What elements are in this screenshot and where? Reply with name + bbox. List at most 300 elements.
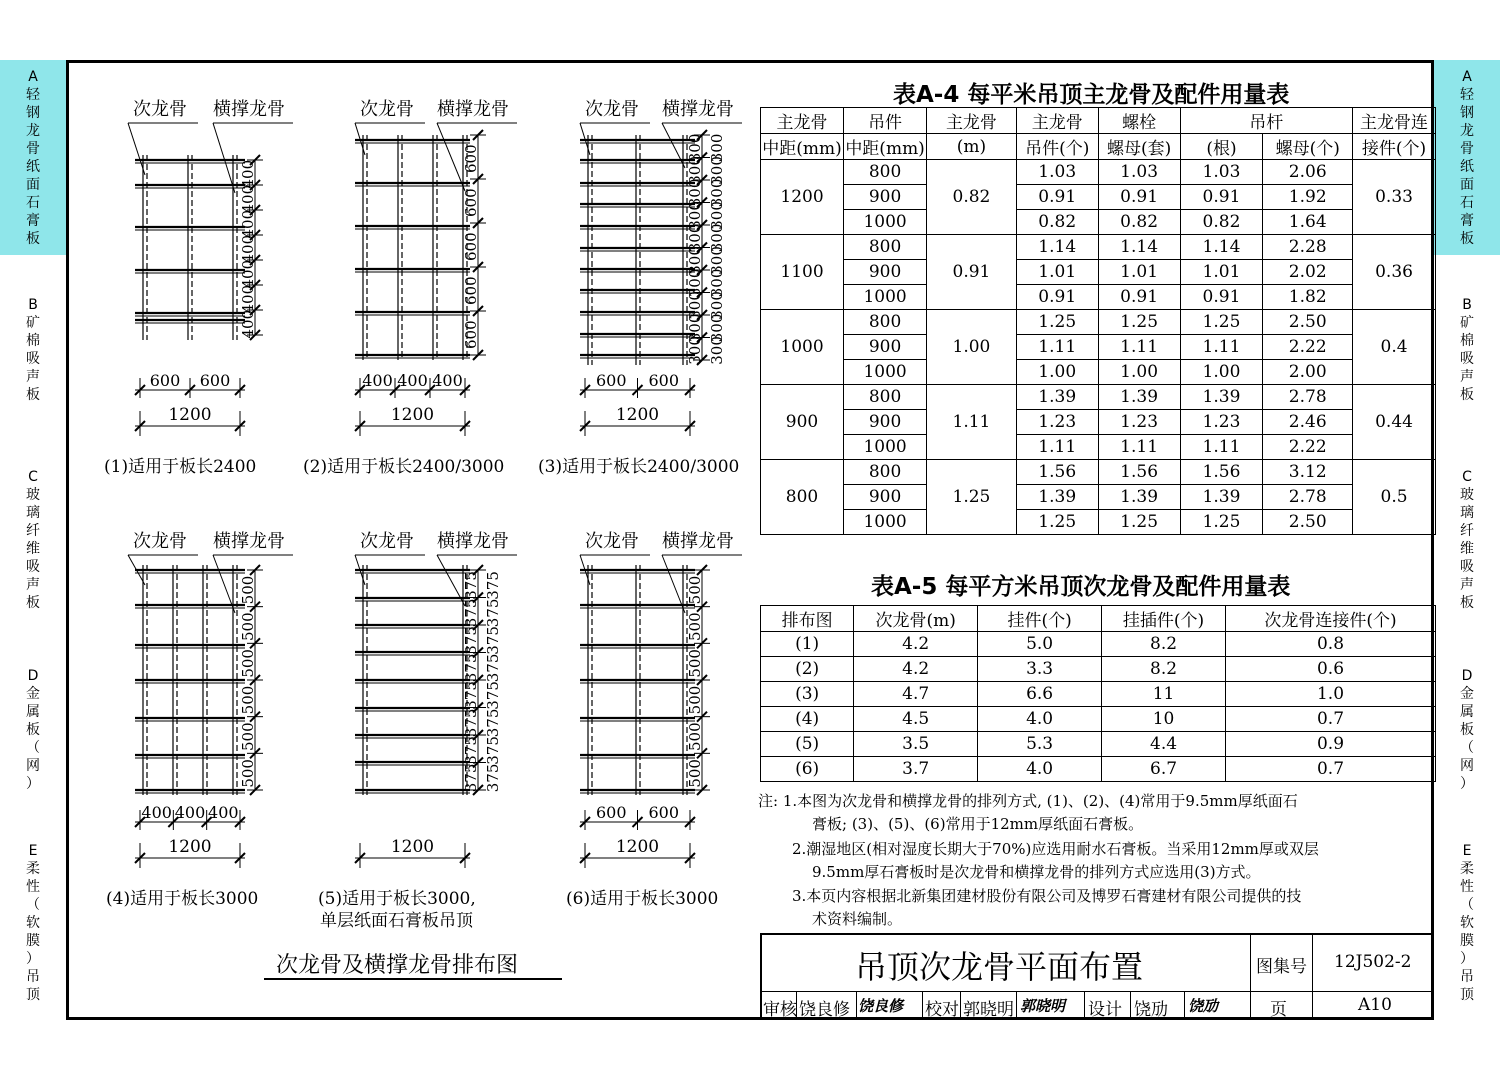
label-secondary-keel: 次龙骨 (585, 531, 639, 552)
tab-char: 顶 (26, 986, 40, 1003)
total-dim-label: 1200 (168, 837, 212, 857)
side-dim-label-outer: 300 (708, 178, 726, 208)
side-dim-label: 375 (462, 708, 480, 738)
a5-cell: 5.3 (978, 732, 1102, 757)
tab-char: 性 (1460, 878, 1474, 895)
review-label: 审核 (763, 1000, 797, 1020)
a4-bolts: 1.56 (1098, 460, 1180, 485)
total-dim-label: 1200 (615, 405, 660, 425)
a4-header-top: 主龙骨 (927, 108, 1017, 134)
note-line: 注: 1.本图为次龙骨和横撑龙骨的排列方式, (1)、(2)、(4)常用于9.5mm厚纸面石 (758, 792, 1298, 810)
note-line: 2.潮湿地区(相对湿度长期大于70%)应选用耐水石膏板。当采用12mm厚或双层 (792, 840, 1319, 858)
label-secondary-keel: 次龙骨 (360, 531, 414, 552)
tab-char: 骨 (26, 140, 40, 157)
side-dim-label: 300 (686, 336, 704, 365)
a4-hangers: 1.00 (1016, 360, 1098, 385)
label-cross-keel: 横撑龙骨 (662, 531, 734, 552)
a5-cell: (1) (761, 632, 854, 657)
note-line: 3.本页内容根据北新集团建材股份有限公司及博罗石膏建材有限公司提供的技 (792, 887, 1302, 905)
a4-rod-nuts: 2.02 (1263, 260, 1353, 285)
label-cross-keel: 横撑龙骨 (213, 99, 285, 120)
side-dim-label: 600 (462, 276, 480, 305)
a5-header: 挂插件(个) (1102, 606, 1226, 632)
tab-char: 棉 (1460, 333, 1474, 349)
a4-hangers: 0.91 (1016, 285, 1098, 310)
tab-code: B (28, 297, 38, 313)
a4-hanger-spacing: 1000 (844, 285, 927, 310)
side-dim-label-outer: 300 (708, 291, 726, 320)
sign-divider (1312, 991, 1313, 1020)
diagram-caption-1: (1)适用于板长2400 (104, 457, 257, 477)
total-dim-label: 1200 (390, 837, 435, 857)
a4-rods: 1.11 (1180, 435, 1263, 460)
a4-main-spacing: 1100 (761, 235, 844, 310)
diagram-caption-3: (3)适用于板长2400/3000 (538, 457, 740, 477)
a4-hanger-spacing: 1000 (844, 210, 927, 235)
a4-bolts: 0.82 (1098, 210, 1180, 235)
side-dim-label: 300 (686, 268, 704, 298)
diagram-caption-5-line2: 单层纸面石膏板吊顶 (320, 911, 473, 931)
total-dim-label: 1200 (390, 405, 435, 425)
a4-keel-length: 1.11 (927, 385, 1017, 460)
tab-char: 板 (26, 230, 40, 247)
a4-hangers: 1.39 (1016, 385, 1098, 410)
sign-divider (1084, 991, 1085, 1020)
table-row (761, 460, 1436, 485)
a4-hanger-spacing: 800 (844, 235, 927, 260)
a4-rod-nuts: 1.92 (1263, 185, 1353, 210)
tab-char: 棉 (26, 333, 40, 349)
table-a5 (760, 605, 1436, 782)
designer-signature: 饶劢 (1188, 997, 1219, 1015)
a4-rod-nuts: 2.78 (1263, 485, 1353, 510)
tab-char: 吊 (26, 968, 40, 985)
a4-header-bottom: (m) (927, 134, 1017, 160)
tab-char: （ (1460, 740, 1474, 756)
side-dim-label-outer: 375 (484, 708, 502, 738)
table-row (761, 260, 1436, 285)
a5-cell: (5) (761, 732, 854, 757)
tab-char: 面 (26, 176, 40, 193)
tab-char: 玻 (1460, 487, 1474, 503)
side-dim-label: 300 (686, 313, 704, 343)
a4-rod-nuts: 2.00 (1263, 360, 1353, 385)
total-dim-label: 1200 (615, 837, 660, 857)
a4-rod-nuts: 2.22 (1263, 335, 1353, 360)
a5-cell: 0.7 (1226, 757, 1436, 782)
tab-char: 龙 (1460, 122, 1474, 139)
a5-header: 次龙骨连接件(个) (1226, 606, 1436, 632)
diagram-section-title: 次龙骨及横撑龙骨排布图 (276, 953, 519, 978)
a5-cell: 8.2 (1102, 657, 1226, 682)
a4-hangers: 1.23 (1016, 410, 1098, 435)
a4-hangers: 0.91 (1016, 185, 1098, 210)
tab-char: 属 (1460, 704, 1474, 720)
side-dim-label: 600 (462, 232, 480, 261)
table-row (761, 235, 1436, 260)
bottom-dim-label: 600 (648, 371, 680, 390)
a4-header-bottom: 螺母(个) (1263, 134, 1353, 160)
side-dim-label: 300 (686, 133, 704, 163)
label-secondary-keel: 次龙骨 (133, 99, 187, 120)
side-dim-label: 400 (239, 284, 257, 314)
bottom-dim-label: 400 (174, 803, 206, 822)
side-dim-label-outer: 375 (484, 681, 502, 710)
side-dim-label-outer: 375 (484, 626, 502, 655)
a4-bolts: 1.03 (1098, 160, 1180, 185)
sign-divider (960, 991, 961, 1020)
label-secondary-keel: 次龙骨 (360, 99, 414, 120)
side-dim-label-outer: 375 (484, 598, 502, 628)
tab-char: 骨 (1460, 140, 1474, 157)
bottom-dim-label: 600 (595, 371, 627, 390)
a4-rods: 1.14 (1180, 235, 1263, 260)
tab-char: （ (26, 740, 40, 756)
side-dim-label-outer: 300 (708, 201, 726, 230)
tab-char: 膜 (26, 932, 40, 949)
bottom-dim-label: 600 (149, 371, 181, 390)
tab-char: 柔 (26, 860, 40, 877)
side-dim-label: 500 (239, 575, 257, 605)
tab-char: ） (1460, 776, 1474, 792)
diagram-line (128, 123, 145, 175)
tab-code: D (27, 668, 39, 684)
side-dim-label: 400 (239, 309, 257, 339)
a4-hangers: 0.82 (1016, 210, 1098, 235)
a4-bolts: 1.23 (1098, 410, 1180, 435)
tab-char: 龙 (26, 122, 40, 139)
a4-bolts: 1.11 (1098, 335, 1180, 360)
tab-char: 板 (1460, 722, 1474, 738)
side-dim-label: 375 (462, 626, 480, 655)
check-label: 校对 (925, 1000, 959, 1020)
side-dim-label: 375 (462, 736, 480, 765)
a4-rods: 1.00 (1180, 360, 1263, 385)
a4-hanger-spacing: 900 (844, 485, 927, 510)
label-secondary-keel: 次龙骨 (133, 531, 187, 552)
table-row (761, 732, 1436, 757)
side-dim-label-outer: 300 (708, 156, 726, 185)
diagram-caption-6: (6)适用于板长3000 (566, 889, 719, 909)
a4-keel-length: 1.00 (927, 310, 1017, 385)
a4-bolts: 1.25 (1098, 310, 1180, 335)
sign-divider (1184, 991, 1185, 1020)
side-dim-label-outer: 300 (708, 313, 726, 343)
side-dim-label: 300 (686, 156, 704, 185)
bottom-dim-label: 400 (362, 371, 393, 390)
a5-cell: (2) (761, 657, 854, 682)
a4-rods: 1.39 (1180, 385, 1263, 410)
side-dim-label: 600 (462, 188, 480, 217)
a4-hangers: 1.11 (1016, 335, 1098, 360)
a4-hanger-spacing: 800 (844, 160, 927, 185)
table-row (761, 160, 1436, 185)
tab-char: 网 (1460, 758, 1474, 774)
side-dim-label: 375 (462, 681, 480, 710)
a4-bolts: 0.91 (1098, 285, 1180, 310)
tab-char: 纸 (26, 158, 40, 175)
page-number: A10 (1358, 995, 1392, 1015)
tab-char: 板 (26, 387, 40, 403)
tab-char: 顶 (1460, 986, 1474, 1003)
side-dim-label: 300 (686, 178, 704, 208)
diagram-caption-5-line1: (5)适用于板长3000, (318, 889, 476, 909)
a5-cell: 4.0 (978, 757, 1102, 782)
table-row (761, 310, 1436, 335)
tab-code: A (1462, 68, 1472, 85)
tab-char: 声 (26, 369, 40, 385)
a4-header-top: 主龙骨 (1016, 108, 1098, 134)
a4-main-spacing: 1200 (761, 160, 844, 235)
a4-hangers: 1.25 (1016, 310, 1098, 335)
a5-cell: 8.2 (1102, 632, 1226, 657)
a4-hangers: 1.01 (1016, 260, 1098, 285)
a4-header-bottom: 吊件(个) (1016, 134, 1098, 160)
a4-bolts: 0.91 (1098, 185, 1180, 210)
note-line: 9.5mm厚石膏板时是次龙骨和横撑龙骨的排列方式应选用(3)方式。 (812, 863, 1261, 881)
sign-divider (856, 991, 857, 1020)
bottom-dim-label: 600 (595, 803, 627, 822)
tab-char: 维 (26, 541, 40, 557)
table-row (761, 410, 1436, 435)
a5-cell: 3.5 (854, 732, 978, 757)
tab-code: B (1462, 297, 1472, 313)
side-dim-label: 500 (239, 722, 257, 751)
tab-char: 性 (26, 878, 40, 895)
diagram-caption-4: (4)适用于板长3000 (106, 889, 259, 909)
page-label: 页 (1270, 1000, 1287, 1020)
bottom-dim-label: 400 (432, 371, 463, 390)
note-line: 术资料编制。 (812, 910, 903, 928)
side-dim-label: 500 (686, 612, 704, 641)
bottom-dim-label: 400 (141, 803, 172, 822)
label-cross-keel: 横撑龙骨 (662, 99, 734, 120)
a4-rods: 0.91 (1180, 285, 1263, 310)
bottom-dim-label: 600 (648, 803, 680, 822)
tab-code: C (28, 469, 38, 485)
tab-char: 矿 (26, 315, 40, 331)
table-row (761, 285, 1436, 310)
a4-connectors: 0.5 (1353, 460, 1436, 535)
title-block-hline (760, 991, 1434, 992)
a4-header-top: 吊件 (844, 108, 927, 134)
side-dim-label: 300 (686, 223, 704, 253)
a4-hanger-spacing: 1000 (844, 510, 927, 535)
a4-keel-length: 1.25 (927, 460, 1017, 535)
tab-code: C (1462, 469, 1472, 485)
a4-header-bottom: 接件(个) (1353, 134, 1436, 160)
a4-header-bottom: (根) (1180, 134, 1263, 160)
side-dim-label-outer: 300 (708, 223, 726, 253)
a4-rods: 1.23 (1180, 410, 1263, 435)
tab-code: A (28, 68, 38, 85)
side-dim-label-outer: 375 (484, 736, 502, 765)
label-cross-keel: 横撑龙骨 (437, 99, 509, 120)
sign-divider (1250, 991, 1251, 1020)
side-dim-label: 500 (686, 575, 704, 605)
a5-cell: 1.0 (1226, 682, 1436, 707)
a5-cell: 6.6 (978, 682, 1102, 707)
a4-rod-nuts: 2.22 (1263, 435, 1353, 460)
a4-rods: 1.01 (1180, 260, 1263, 285)
a5-cell: 3.7 (854, 757, 978, 782)
a4-hangers: 1.39 (1016, 485, 1098, 510)
a5-header: 挂件(个) (978, 606, 1102, 632)
reviewer-name: 饶良修 (799, 1000, 850, 1020)
a4-main-spacing: 1000 (761, 310, 844, 385)
tab-char: 玻 (26, 487, 40, 503)
table-row (761, 632, 1436, 657)
side-dim-label: 300 (686, 246, 704, 275)
tab-char: 属 (26, 704, 40, 720)
tab-code: D (1461, 668, 1473, 684)
a4-header-top: 主龙骨 (761, 108, 844, 134)
a4-bolts: 1.11 (1098, 435, 1180, 460)
a4-hanger-spacing: 900 (844, 260, 927, 285)
title-block-vline-2 (1312, 933, 1313, 991)
a4-rod-nuts: 2.28 (1263, 235, 1353, 260)
a4-bolts: 1.39 (1098, 385, 1180, 410)
a4-header-bottom: 中距(mm) (844, 134, 927, 160)
design-label: 设计 (1088, 1000, 1122, 1020)
side-dim-label: 400 (239, 159, 257, 189)
tab-char: 钢 (1460, 104, 1474, 121)
tab-char: 柔 (1460, 860, 1474, 877)
a5-cell: 6.7 (1102, 757, 1226, 782)
note-line: 膏板; (3)、(5)、(6)常用于12mm厚纸面石膏板。 (812, 815, 1144, 833)
tab-char: 吊 (1460, 968, 1474, 985)
side-dim-label: 400 (239, 209, 257, 239)
side-dim-label: 500 (686, 649, 704, 678)
tab-char: 吸 (1460, 351, 1474, 367)
designer-name: 饶劢 (1134, 1000, 1168, 1020)
tab-char: 板 (26, 722, 40, 738)
side-dim-label: 500 (686, 685, 704, 715)
a4-hangers: 1.11 (1016, 435, 1098, 460)
tab-char: ） (1460, 950, 1474, 967)
a4-rods: 1.25 (1180, 310, 1263, 335)
tab-char: 吸 (26, 351, 40, 367)
title-block-vline-1 (1250, 933, 1251, 991)
tab-char: 面 (1460, 176, 1474, 193)
tab-char: 纤 (1460, 523, 1474, 539)
tab-char: 璃 (1460, 505, 1474, 521)
table-row (761, 210, 1436, 235)
side-dim-label: 500 (239, 612, 257, 641)
a4-rod-nuts: 2.46 (1263, 410, 1353, 435)
diagram-title-underline (264, 978, 562, 980)
a4-connectors: 0.4 (1353, 310, 1436, 385)
label-cross-keel: 横撑龙骨 (437, 531, 509, 552)
a4-main-spacing: 800 (761, 460, 844, 535)
tab-char: 石 (26, 194, 40, 211)
a4-hangers: 1.56 (1016, 460, 1098, 485)
side-dim-label: 375 (462, 763, 480, 793)
a4-hanger-spacing: 900 (844, 185, 927, 210)
a4-rods: 1.11 (1180, 335, 1263, 360)
a4-bolts: 1.01 (1098, 260, 1180, 285)
tab-char: ） (26, 776, 40, 792)
side-dim-label: 375 (462, 571, 480, 600)
side-dim-label-outer: 300 (708, 268, 726, 298)
diagram-caption-2: (2)适用于板长2400/3000 (303, 457, 505, 477)
side-dim-label-outer: 375 (484, 763, 502, 793)
sign-divider (1130, 991, 1131, 1020)
total-dim-label: 1200 (168, 405, 212, 425)
tab-char: ） (26, 950, 40, 967)
tab-char: 矿 (1460, 315, 1474, 331)
a4-keel-length: 0.91 (927, 235, 1017, 310)
table-row (761, 485, 1436, 510)
a5-header: 排布图 (761, 606, 854, 632)
a4-header-top: 吊杆 (1180, 108, 1353, 134)
tab-char: 板 (1460, 387, 1474, 403)
a5-cell: (4) (761, 707, 854, 732)
tab-char: 板 (1460, 595, 1474, 611)
side-dim-label-outer: 375 (484, 653, 502, 683)
a4-hanger-spacing: 800 (844, 460, 927, 485)
table-row (761, 707, 1436, 732)
a4-keel-length: 0.82 (927, 160, 1017, 235)
bottom-dim-label: 400 (208, 803, 239, 822)
side-dim-label: 600 (462, 320, 480, 349)
drawing-title: 吊顶次龙骨平面布置 (855, 948, 1144, 986)
table-a5-title: 表A-5 每平方米吊顶次龙骨及配件用量表 (871, 574, 1291, 600)
tab-char: 金 (26, 686, 40, 702)
a4-header-bottom: 中距(mm) (761, 134, 844, 160)
sign-divider (1016, 991, 1017, 1020)
tab-char: 网 (26, 758, 40, 774)
a5-header: 次龙骨(m) (854, 606, 978, 632)
atlas-number: 12J502-2 (1334, 952, 1412, 972)
tab-char: 膏 (1460, 212, 1474, 229)
side-dim-label: 375 (462, 598, 480, 628)
side-dim-label: 300 (686, 291, 704, 320)
a5-cell: 4.4 (1102, 732, 1226, 757)
tab-code: E (28, 842, 38, 859)
a4-hangers: 1.03 (1016, 160, 1098, 185)
a5-cell: 0.6 (1226, 657, 1436, 682)
a5-cell: 4.7 (854, 682, 978, 707)
tab-char: 石 (1460, 194, 1474, 211)
a4-connectors: 0.44 (1353, 385, 1436, 460)
reviewer-signature: 饶良修 (858, 997, 904, 1015)
a4-bolts: 1.14 (1098, 235, 1180, 260)
bottom-dim-label: 600 (199, 371, 231, 390)
side-dim-label: 500 (686, 722, 704, 751)
tab-char: 纸 (1460, 158, 1474, 175)
table-row (761, 657, 1436, 682)
side-dim-label-outer: 300 (708, 246, 726, 275)
checker-name: 郭晓明 (963, 1000, 1014, 1020)
tab-char: 纤 (26, 523, 40, 539)
tab-char: 吸 (26, 559, 40, 575)
side-dim-label-outer: 375 (484, 571, 502, 600)
a4-header-top: 螺栓 (1098, 108, 1180, 134)
table-row (761, 185, 1436, 210)
a5-cell: 3.3 (978, 657, 1102, 682)
a5-cell: (6) (761, 757, 854, 782)
bottom-dim-label: 400 (397, 371, 428, 390)
table-row (761, 510, 1436, 535)
a4-rods: 1.03 (1180, 160, 1263, 185)
tab-char: 轻 (1460, 86, 1474, 103)
tab-char: 钢 (26, 104, 40, 121)
a4-hanger-spacing: 900 (844, 335, 927, 360)
a4-bolts: 1.39 (1098, 485, 1180, 510)
table-row (761, 682, 1436, 707)
tab-char: （ (1460, 896, 1474, 913)
